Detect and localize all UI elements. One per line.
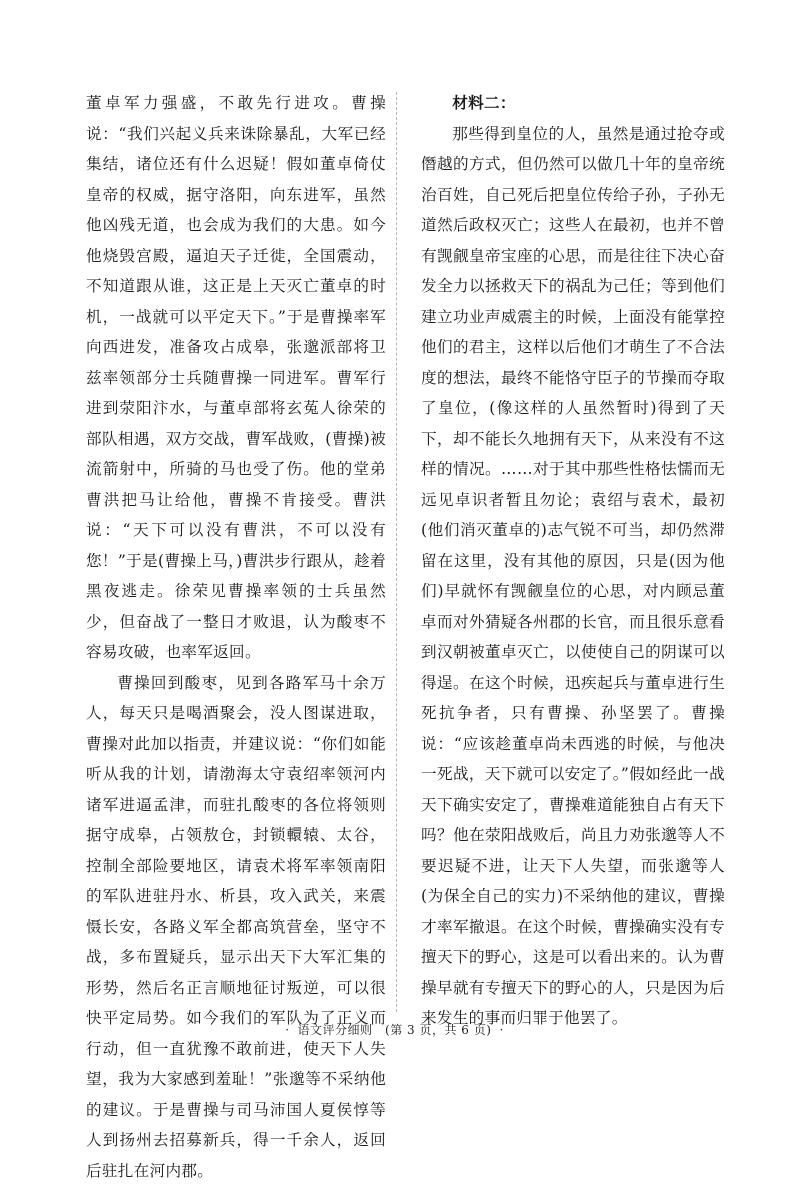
footer-text: 语文评分细则 (第 3 页，共 6 页) (298, 1023, 492, 1037)
column-divider (396, 92, 397, 1012)
page-footer (0, 1021, 789, 1038)
right-paragraph-1: 那些得到皇位的人，虽然是通过抢夺或僭越的方式，但仍然可以做几十年的皇帝统治百姓，自己死后把皇位传给子孙，子孙无道然后政权灭亡；这些人在最初，也并不曾有觊觎皇帝宝座的心思，而是往往下决心奋发全力以拯救天下的祸乱为己任；等到他们建立功业声威震主的时候，上面没有能掌控他们的君主，这样以后他们才萌生了不合法度的想法，最终不能恪守臣子的节操而夺取了皇位，(像这样的人虽然暂时)得到了天下，却不能长久地拥有天下，从来没有不这样的情况。……对于其中那些性格怯懦而无远见卓识者暂且勿论；袁绍与袁术，最初(他们消灭董卓的)志气锐不可当，却仍然滞留在这里，没有其他的原因，只是(因为他们)早就怀有觊觎皇位的心思，对内顾忌董卓而对外猜疑各州郡的长官，而且很乐意看到汉朝被董卓灭亡，以使使自己的阴谋可以得逞。在这个时候，迅疾起兵与董卓进行生死抗争者，只有曹操、孙坚罢了。曹操说：“应该趁董卓尚未西逃的时候，与他决一死战，天下就可以安定了。”假如经此一战天下确实安定了，曹操难道能独自占有天下吗？他在荥阳战败后，尚且力劝张邈等人不要迟疑不进，让天下人失望，而张邈等人(为保全自己的实力)不采纳他的建议，曹操才率军撤退。在这个时候，曹操确实没有专擅天下的野心，这是可以看出来的。认为曹操早就有专擅天下的野心的人，只是因为后来发生的事而归罪于他罢了。 (421, 119, 725, 1034)
left-paragraph-1: 董卓军力强盛，不敢先行进攻。曹操说：“我们兴起义兵来诛除暴乱，大军已经集结，诸位还有什么迟疑！假如董卓倚仗皇帝的权威，据守洛阳，向东进军，虽然他凶残无道，也会成为我们的大患。如今他烧毁宫殿，逼迫天子迁徙，全国震动，不知道跟从谁，这正是上天灭亡董卓的时机，一战就可以平定天下。”于是曹操率军向西进发，准备攻占成皋，张邈派部将卫兹率领部分士兵随曹操一同进军。曹军行进到荥阳汴水，与董卓部将玄菟人徐荣的部队相遇，双方交战，曹军战败，(曹操)被流箭射中，所骑的马也受了伤。他的堂弟曹洪把马让给他，曹操不肯接受。曹洪说：“天下可以没有曹洪，不可以没有您！”于是(曹操上马，)曹洪步行跟从，趁着黑夜逃走。徐荣见曹操率领的士兵虽然少，但奋战了一整日才败退，认为酸枣不容易攻破，也率军返回。 (86, 88, 386, 668)
footer-dot-left: · (285, 1023, 289, 1037)
material-two-heading: 材料二： (421, 88, 725, 119)
left-paragraph-2: 曹操回到酸枣，见到各路军马十余万人，每天只是喝酒聚会，没人图谋进取，曹操对此加以指责，并建议说：“你们如能听从我的计划，请渤海太守袁绍率领河内诸军进逼孟津，而驻扎酸枣的各位将领则据守成皋，占领敖仓，封锁轘辕、太谷，控制全部险要地区，请袁术将军率领南阳的军队进驻丹水、析县，攻入武关，来震慑长安，各路义军全都高筑营垒，坚守不战，多布置疑兵，显示出天下大军汇集的形势，然后名正言顺地征讨叛逆，可以很快平定局势。如今我们的军队为了正义而行动，但一直犹豫不敢前进，使天下人失望，我为大家感到羞耻！”张邈等不采纳他的建议。于是曹操与司马沛国人夏侯惇等人到扬州去招募新兵，得一千余人，返回后驻扎在河内郡。 (86, 668, 386, 1186)
right-column (421, 88, 725, 1034)
footer-dot-right: · (499, 1023, 503, 1037)
